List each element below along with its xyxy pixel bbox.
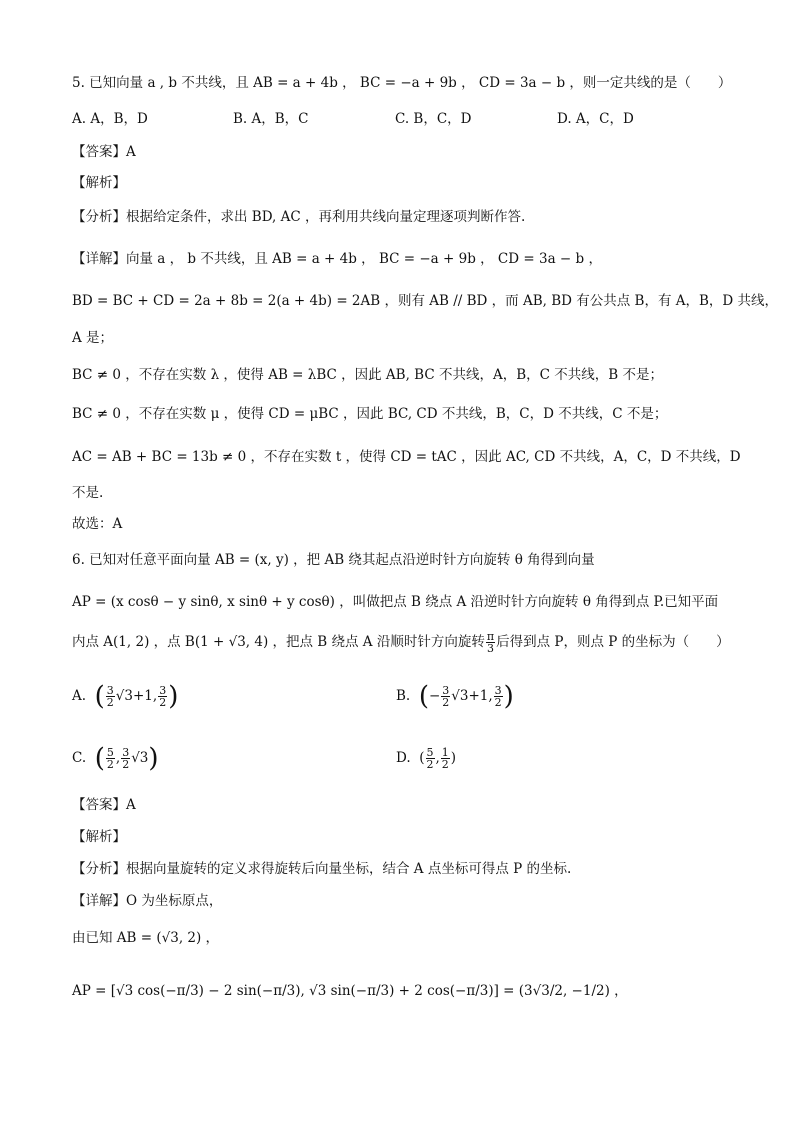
q5-option-d: D. A，C，D bbox=[557, 111, 634, 127]
q5-answer: 【答案】A bbox=[72, 144, 136, 160]
q5-xiangjie: 【详解】向量 a ， b 不共线，且 AB = a + 4b ， BC = −a + 9b ， CD = 3a − b ， bbox=[72, 251, 602, 267]
q5-option-c: C. B，C，D bbox=[395, 111, 472, 127]
q5-line-2: A 是； bbox=[72, 330, 114, 346]
q6-answer: 【答案】A bbox=[72, 797, 136, 813]
q6-option-d: D. ( $\frac{5}{2}$ , $\frac{1}{2}$ ) bbox=[396, 746, 457, 771]
q6-analysis-heading: 【解析】 bbox=[72, 829, 126, 845]
q6-option-a: A. ( $\frac{3}{2}$ √3+1, $\frac{3}{2}$ ) bbox=[72, 681, 179, 712]
q6-stem-2: AP = (x cosθ − y sinθ, x sinθ + y cosθ) ，叫做把点 B 绕点 A 沿逆时针方向旋转 θ 角得到点 P.已知平面 bbox=[72, 594, 719, 610]
q5-analysis-heading: 【解析】 bbox=[72, 175, 126, 191]
q6-option-c: C. ( $\frac{5}{2}$ , $\frac{3}{2}$ √3) bbox=[72, 743, 159, 774]
q5-option-a: A. A，B，D bbox=[72, 111, 148, 127]
q5-choose: 故选：A bbox=[72, 516, 123, 532]
q5-stem: 5. 已知向量 a , b 不共线，且 AB = a + 4b ， BC = −a + 9b ， CD = 3a − b ，则一定共线的是（ ） bbox=[72, 75, 732, 91]
q6-stem-3a: 内点 A(1, 2) ，点 B(1 + √3, 4) ，把点 B 绕点 A 沿顺时针方向旋转 bbox=[72, 634, 485, 650]
q5-line-4: BC ≠ 0 ，不存在实数 μ ，使得 CD = μBC ，因此 BC, CD 不共线，B，C，D 不共线，C 不是； bbox=[72, 406, 668, 422]
q6-option-b: B. (− $\frac{3}{2}$ √3+1, $\frac{3}{2}$ ) bbox=[396, 681, 514, 712]
q5-line-3: BC ≠ 0 ，不存在实数 λ ，使得 AB = λBC ，因此 AB, BC 不共线，A，B，C 不共线，B 不是； bbox=[72, 367, 663, 383]
q5-line-1: BD = BC + CD = 2a + 8b = 2(a + 4b) = 2AB ，则有 AB // BD ，而 AB, BD 有公共点 B，有 A，B，D 共线， bbox=[72, 293, 779, 309]
q6-stem-3 bbox=[72, 628, 730, 656]
q6-stem-3b: 后得到点 P，则点 P 的坐标为（ ） bbox=[496, 634, 730, 650]
q6-fenxi: 【分析】根据向量旋转的定义求得旋转后向量坐标，结合 A 点坐标可得点 P 的坐标. bbox=[72, 861, 572, 877]
q5-option-b: B. A，B，C bbox=[233, 111, 309, 127]
q5-fenxi: 【分析】根据给定条件，求出 BD, AC ，再利用共线向量定理逐项判断作答. bbox=[72, 209, 526, 225]
q6-known: 由已知 AB = (√3, 2) ， bbox=[72, 930, 220, 946]
q6-stem-1: 6. 已知对任意平面向量 AB = (x, y) ，把 AB 绕其起点沿逆时针方向旋转 θ 角得到向量 bbox=[72, 552, 595, 568]
q5-line-6: 不是. bbox=[72, 485, 104, 501]
q6-ap-line: AP = [√3 cos(−π/3) − 2 sin(−π/3), √3 sin(−π/3) + 2 cos(−π/3)] = (3√3/2, −1/2) ， bbox=[72, 983, 628, 999]
q6-xiangjie: 【详解】O 为坐标原点， bbox=[72, 893, 223, 909]
q5-line-5: AC = AB + BC = 13b ≠ 0 ，不存在实数 t ，使得 CD = tAC ，因此 AC, CD 不共线，A，C，D 不共线，D bbox=[72, 449, 741, 465]
q6-stem-fraction: $\frac{\pi}{3}$ bbox=[486, 630, 495, 655]
